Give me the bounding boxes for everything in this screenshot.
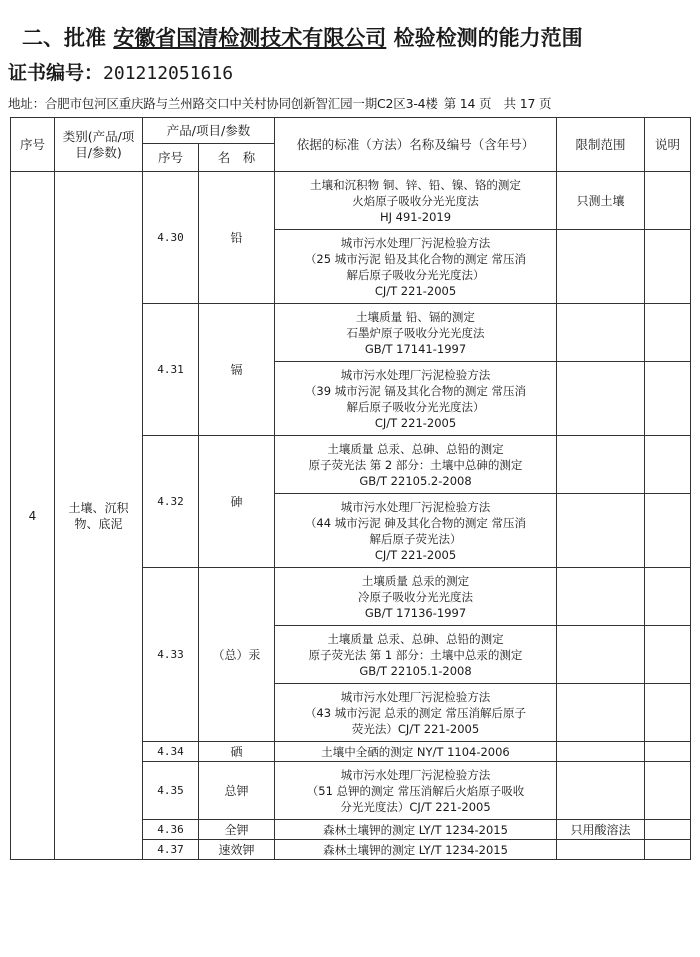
item-name: 总钾 [199,762,275,820]
limit-cell [557,304,645,362]
note-cell [645,840,691,860]
certificate-line [8,58,233,85]
note-cell [645,436,691,494]
standard-line: 城市污水处理厂污泥检验方法 [340,499,491,514]
standard-line: （44 城市污泥 砷及其化合物的测定 常压消 [304,515,527,530]
standard-line: GB/T 22105.1-2008 [359,663,472,678]
standard-line: 荧光法）CJ/T 221-2005 [351,721,480,736]
address-line [8,94,551,112]
header-seq: 序号 [11,118,55,172]
item-name: （总）汞 [199,568,275,742]
standard-line: 城市污水处理厂污泥检验方法 [340,689,491,704]
limit-cell [557,568,645,626]
address-text: 地址：合肥市包河区重庆路与兰州路交口中关村协同创新智汇园一期C2区3-4楼 [8,96,438,111]
page-title [22,22,583,52]
note-cell [645,742,691,762]
item-number: 4.37 [143,840,199,860]
item-number: 4.35 [143,762,199,820]
limit-cell: 只用酸溶法 [557,820,645,840]
note-cell [645,820,691,840]
limit-cell [557,362,645,436]
item-name: 砷 [199,436,275,568]
item-number: 4.30 [143,172,199,304]
standard-line: 分光光度法）CJ/T 221-2005 [340,799,491,814]
standard-cell [275,494,557,568]
standard-line: 土壤中全硒的测定 NY/T 1104-2006 [321,744,510,759]
standard-line: 石墨炉原子吸收分光光度法 [346,325,485,340]
standard-line: GB/T 22105.2-2008 [359,473,472,488]
header-category: 类别(产品/项目/参数) [55,118,143,172]
limit-cell [557,742,645,762]
standard-line: 土壤质量 总汞、总砷、总铅的测定 [327,631,504,646]
standard-cell [275,820,557,840]
note-cell [645,568,691,626]
standard-line: （25 城市污泥 铅及其化合物的测定 常压消 [304,251,527,266]
note-cell [645,172,691,230]
cert-number: 201212051616 [103,63,234,84]
header-standard: 依据的标准（方法）名称及编号（含年号） [275,118,557,172]
page-info: 第 14 页 共 17 页 [443,96,552,111]
item-number: 4.31 [143,304,199,436]
standard-line: 森林土壤钾的测定 LY/T 1234-2015 [323,822,508,837]
item-number: 4.36 [143,820,199,840]
org-name: 安徽省国清检测技术有限公司 [113,26,387,50]
standard-cell [275,626,557,684]
note-cell [645,304,691,362]
limit-cell: 只测土壤 [557,172,645,230]
standard-line: 原子荧光法 第 2 部分：土壤中总砷的测定 [308,457,523,472]
standard-line: 城市污水处理厂污泥检验方法 [340,367,491,382]
standard-cell [275,840,557,860]
title-suffix: 检验检测的能力范围 [393,26,583,50]
note-cell [645,362,691,436]
standard-line: GB/T 17136-1997 [364,605,467,620]
standard-cell [275,304,557,362]
table-row [11,172,691,230]
header-sub-name: 名 称 [199,144,275,172]
standard-cell [275,684,557,742]
item-name: 铅 [199,172,275,304]
standard-cell [275,172,557,230]
standard-line: 原子荧光法 第 1 部分：土壤中总汞的测定 [308,647,523,662]
standard-cell [275,742,557,762]
standard-line: 城市污水处理厂污泥检验方法 [340,235,491,250]
standard-line: 火焰原子吸收分光光度法 [352,193,479,208]
standard-line: 土壤和沉积物 铜、锌、铅、镍、铬的测定 [310,177,521,192]
title-prefix: 二、批准 [22,26,106,50]
standard-line: CJ/T 221-2005 [374,415,457,430]
standard-line: 土壤质量 总汞的测定 [361,573,470,588]
standard-line: （39 城市污泥 镉及其化合物的测定 常压消 [304,383,527,398]
note-cell [645,494,691,568]
header-note: 说明 [645,118,691,172]
standard-line: CJ/T 221-2005 [374,283,457,298]
standard-line: CJ/T 221-2005 [374,547,457,562]
item-name: 镉 [199,304,275,436]
limit-cell [557,230,645,304]
capability-table [10,117,691,860]
note-cell [645,626,691,684]
standard-line: 城市污水处理厂污泥检验方法 [340,767,491,782]
header-limit: 限制范围 [557,118,645,172]
standard-line: （43 城市污泥 总汞的测定 常压消解后原子 [304,705,527,720]
limit-cell [557,840,645,860]
standard-cell [275,762,557,820]
item-name: 硒 [199,742,275,762]
limit-cell [557,436,645,494]
standard-cell [275,230,557,304]
standard-cell [275,436,557,494]
standard-line: 土壤质量 铅、镉的测定 [356,309,475,324]
group-category: 土壤、沉积物、底泥 [55,172,143,860]
standard-line: （51 总钾的测定 常压消解后火焰原子吸收 [306,783,525,798]
note-cell [645,684,691,742]
standard-cell [275,362,557,436]
table-body [11,172,691,860]
standard-line: 冷原子吸收分光光度法 [358,589,473,604]
standard-line: 土壤质量 总汞、总砷、总铅的测定 [327,441,504,456]
standard-line: HJ 491-2019 [379,209,452,224]
item-name: 速效钾 [199,840,275,860]
standard-line: 解后原子荧光法） [369,531,462,546]
cert-label: 证书编号： [8,62,104,84]
item-name: 全钾 [199,820,275,840]
standard-line: 解后原子吸收分光光度法） [346,399,485,414]
limit-cell [557,494,645,568]
group-seq: 4 [11,172,55,860]
note-cell [645,230,691,304]
header-sub-seq: 序号 [143,144,199,172]
limit-cell [557,762,645,820]
standard-line: 森林土壤钾的测定 LY/T 1234-2015 [323,842,508,857]
item-number: 4.34 [143,742,199,762]
limit-cell [557,626,645,684]
standard-line: GB/T 17141-1997 [364,341,467,356]
standard-line: 解后原子吸收分光光度法） [346,267,485,282]
item-number: 4.32 [143,436,199,568]
note-cell [645,762,691,820]
item-number: 4.33 [143,568,199,742]
header-product-group: 产品/项目/参数 [143,118,275,144]
standard-cell [275,568,557,626]
limit-cell [557,684,645,742]
